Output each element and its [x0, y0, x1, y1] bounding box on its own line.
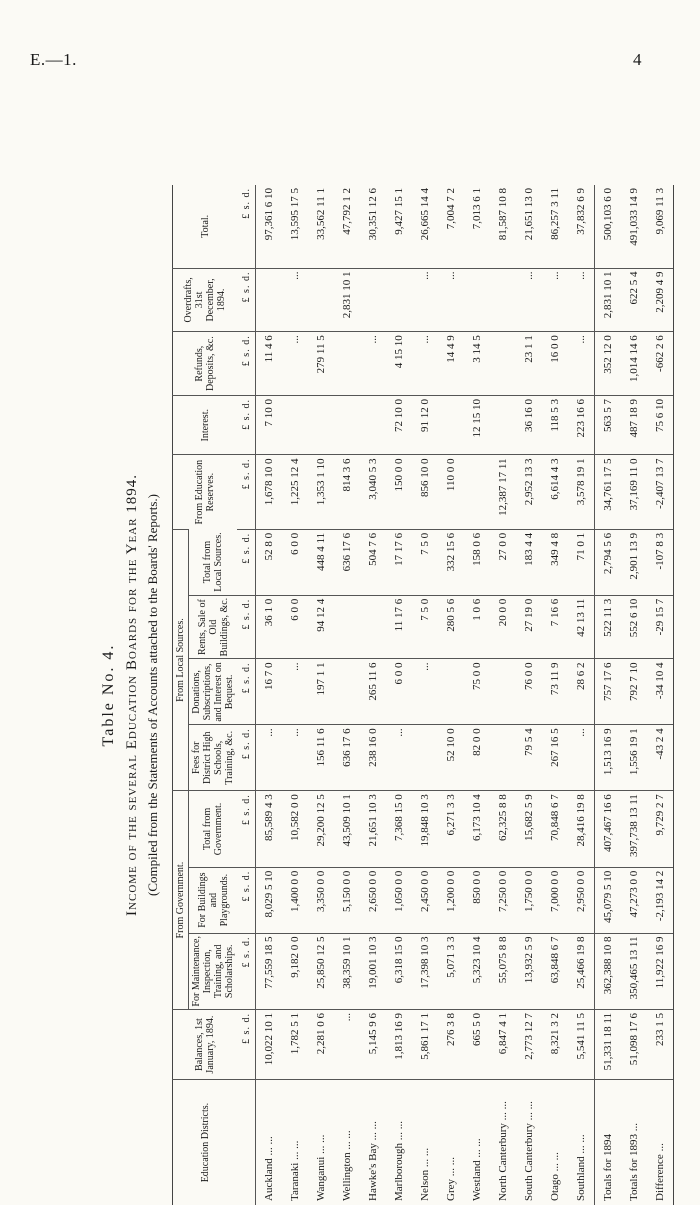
- table-cell: 6,318 15 0: [386, 933, 412, 1009]
- table-cell: 7 10 0: [256, 396, 283, 455]
- table-cell: -2,193 14 2: [647, 867, 674, 933]
- table-cell: 267 16 5: [542, 725, 568, 791]
- table-cell: [334, 595, 360, 659]
- table-body: [237, 185, 674, 1205]
- table-cell: 6 0 0: [282, 595, 308, 659]
- col-fees: Fees for District High Schools, Training, &c.: [189, 725, 238, 791]
- table-cell: [334, 659, 360, 725]
- col-maintenance: For Maintenance, Inspection, Training, and Scholarships.: [189, 933, 238, 1009]
- row-label: Wellington ... ...: [334, 1080, 360, 1205]
- table-cell: 1,014 14 6: [621, 332, 647, 396]
- row-label: Taranaki ... ...: [282, 1080, 308, 1205]
- table-row: [386, 185, 412, 1205]
- table-cell: 522 11 3: [595, 595, 622, 659]
- table-cell: 265 11 6: [360, 659, 386, 725]
- table-cell: 491,033 14 9: [628, 188, 640, 246]
- table-cell: 45,079 5 10: [595, 867, 622, 933]
- table-cell: 13,595 17 5: [289, 188, 301, 241]
- row-label: South Canterbury ... ...: [516, 1080, 542, 1205]
- table-cell: ...: [412, 659, 438, 725]
- table-cell: 94 12 4: [308, 595, 334, 659]
- table-cell: ...: [516, 268, 542, 332]
- table-cell: [334, 332, 360, 396]
- table-cell: 3,578 19 1: [568, 455, 595, 529]
- table-cell: 5,145 9 6: [360, 1010, 386, 1080]
- table-cell: 19,848 10 3: [412, 791, 438, 867]
- table-cell: [334, 396, 360, 455]
- table-cell: 37,832 6 9: [575, 188, 587, 235]
- table-cell: ...: [438, 268, 464, 332]
- row-label: Grey ... ...: [438, 1080, 464, 1205]
- table-cell: £ s. d.: [237, 529, 256, 595]
- table-cell: ...: [334, 1010, 360, 1080]
- table-cell: 448 4 11: [308, 529, 334, 595]
- row-label: [237, 1080, 256, 1205]
- table-cell: 9,427 15 1: [393, 188, 405, 235]
- table-cell: 563 5 7: [595, 396, 622, 455]
- table-cell: 223 16 6: [568, 396, 595, 455]
- table-cell: 7,368 15 0: [386, 791, 412, 867]
- table-cell: 16 0 0: [542, 332, 568, 396]
- table-cell: ...: [568, 725, 595, 791]
- table-cell: 36 1 0: [256, 595, 283, 659]
- table-cell: [490, 659, 516, 725]
- table-cell: 362,388 10 8: [595, 933, 622, 1009]
- col-total: Total.: [173, 185, 238, 268]
- table-cell: 7,000 0 0: [542, 867, 568, 933]
- table-cell: 47,273 0 0: [621, 867, 647, 933]
- table-cell: 55,075 8 8: [490, 933, 516, 1009]
- totals-row: [647, 185, 674, 1205]
- table-cell: 2,209 4 9: [647, 268, 674, 332]
- table-cell: 118 5 3: [542, 396, 568, 455]
- table-cell: -107 8 3: [647, 529, 674, 595]
- table-cell: 12 15 10: [464, 396, 490, 455]
- table-cell: [490, 396, 516, 455]
- table-cell: 52 8 0: [256, 529, 283, 595]
- table-cell: 7,250 0 0: [490, 867, 516, 933]
- table-cell: 1 0 6: [464, 595, 490, 659]
- table-cell: -662 2 6: [647, 332, 674, 396]
- col-balances: Balances, 1st January, 1894.: [173, 1010, 238, 1080]
- table-cell: 5,861 17 1: [412, 1010, 438, 1080]
- table-cell: £ s. d.: [237, 185, 256, 268]
- table-cell: 14 4 9: [438, 332, 464, 396]
- col-total-government: Total from Government.: [189, 791, 238, 867]
- table-titles: [100, 185, 161, 1205]
- table-row: [282, 185, 308, 1205]
- table-cell: ...: [568, 268, 595, 332]
- table-cell: 21,651 13 0: [523, 188, 535, 241]
- table-cell: [308, 268, 334, 332]
- table-row: [464, 185, 490, 1205]
- table-cell: 5,541 11 5: [568, 1010, 595, 1080]
- table-cell: 8,321 3 2: [542, 1010, 568, 1080]
- table-cell: [360, 396, 386, 455]
- table-cell: 6,847 4 1: [490, 1010, 516, 1080]
- table-cell: [360, 268, 386, 332]
- table-cell: 8,029 5 10: [256, 867, 283, 933]
- table-cell: [360, 595, 386, 659]
- table-cell: 28 6 2: [568, 659, 595, 725]
- table-cell: [256, 268, 283, 332]
- table-cell: ...: [568, 332, 595, 396]
- table-cell: ...: [386, 725, 412, 791]
- table-cell: £ s. d.: [237, 396, 256, 455]
- row-label: Hawke's Bay ... ...: [360, 1080, 386, 1205]
- table-cell: 110 0 0: [438, 455, 464, 529]
- table-cell: 233 1 5: [647, 1010, 674, 1080]
- table-cell: £ s. d.: [237, 933, 256, 1009]
- table-cell: 2,794 5 6: [595, 529, 622, 595]
- row-label: Marlborough ... ...: [386, 1080, 412, 1205]
- table-cell: [438, 659, 464, 725]
- col-district: Education Districts.: [173, 1080, 238, 1205]
- table-row: [438, 185, 464, 1205]
- table-cell: 349 4 8: [542, 529, 568, 595]
- table-note: (Compiled from the Statements of Accounts attached to the Boards' Reports.): [145, 494, 160, 897]
- table-cell: 6 0 0: [282, 529, 308, 595]
- table-cell: 12,387 17 11: [490, 455, 516, 529]
- col-interest: Interest.: [173, 396, 238, 455]
- table-cell: 1,782 5 1: [282, 1010, 308, 1080]
- table-cell: 407,467 16 6: [595, 791, 622, 867]
- table-cell: 29,200 12 5: [308, 791, 334, 867]
- table-row: [308, 185, 334, 1205]
- table-cell: 19,001 10 3: [360, 933, 386, 1009]
- table-cell: 2,831 10 1: [595, 268, 622, 332]
- units-row: [237, 185, 256, 1205]
- table-cell: 397,738 13 11: [621, 791, 647, 867]
- table-cell: 11,922 16 9: [647, 933, 674, 1009]
- table-cell: 27 0 0: [490, 529, 516, 595]
- table-row: [542, 185, 568, 1205]
- table-cell: [386, 268, 412, 332]
- table-cell: 636 17 6: [334, 725, 360, 791]
- table-cell: 1,225 12 4: [282, 455, 308, 529]
- table-cell: 856 10 0: [412, 455, 438, 529]
- table-cell: 25,466 19 8: [568, 933, 595, 1009]
- table-cell: 77,559 18 5: [256, 933, 283, 1009]
- table-cell: [490, 332, 516, 396]
- table-cell: 6,271 3 3: [438, 791, 464, 867]
- table-cell: £ s. d.: [237, 725, 256, 791]
- table-cell: 7 5 0: [412, 529, 438, 595]
- table-cell: ...: [360, 332, 386, 396]
- table-cell: 20 0 0: [490, 595, 516, 659]
- table-cell: 17 17 6: [386, 529, 412, 595]
- table-cell: 1,200 0 0: [438, 867, 464, 933]
- table-cell: 91 12 0: [412, 396, 438, 455]
- table-cell: [308, 396, 334, 455]
- table-cell: [464, 268, 490, 332]
- table-cell: 2,450 0 0: [412, 867, 438, 933]
- table-cell: 11 17 6: [386, 595, 412, 659]
- col-overdrafts: Overdrafts, 31st December, 1894.: [173, 268, 238, 332]
- row-label: Southland ... ...: [568, 1080, 595, 1205]
- table-row: [568, 185, 595, 1205]
- row-label: Wanganui ... ...: [308, 1080, 334, 1205]
- table-cell: 5,150 0 0: [334, 867, 360, 933]
- table-cell: 25,850 12 5: [308, 933, 334, 1009]
- table-cell: £ s. d.: [237, 791, 256, 867]
- table-cell: 6,173 10 4: [464, 791, 490, 867]
- table-cell: 350,465 13 11: [621, 933, 647, 1009]
- table-cell: 81,587 10 8: [497, 188, 509, 241]
- table-number: Table No. 4.: [100, 643, 117, 747]
- table-cell: 79 5 4: [516, 725, 542, 791]
- table-cell: £ s. d.: [237, 867, 256, 933]
- row-label: Westland ... ...: [464, 1080, 490, 1205]
- totals-row: [595, 185, 622, 1205]
- table-cell: 280 5 6: [438, 595, 464, 659]
- table-cell: 62,325 8 8: [490, 791, 516, 867]
- row-label: Otago ... ...: [542, 1080, 568, 1205]
- table-cell: 73 11 9: [542, 659, 568, 725]
- table-cell: 850 0 0: [464, 867, 490, 933]
- table-cell: 7,013 6 1: [471, 188, 483, 230]
- table-cell: 7 5 0: [412, 595, 438, 659]
- row-label: Nelson ... ...: [412, 1080, 438, 1205]
- table-cell: 1,678 10 0: [256, 455, 283, 529]
- group-government: From Government.: [173, 791, 189, 1010]
- table-cell: 23 1 1: [516, 332, 542, 396]
- income-table: [172, 185, 674, 1205]
- table-cell: 85,589 4 3: [256, 791, 283, 867]
- table-cell: 9,729 2 7: [647, 791, 674, 867]
- table-cell: 7,004 7 2: [445, 188, 457, 230]
- table-cell: 82 0 0: [464, 725, 490, 791]
- table-cell: ...: [542, 268, 568, 332]
- table-cell: ...: [282, 659, 308, 725]
- rotated-table-sheet: [100, 185, 680, 1205]
- row-label: Totals for 1893 ...: [621, 1080, 647, 1205]
- col-buildings: For Buildings and Playgrounds.: [189, 867, 238, 933]
- table-cell: 156 11 6: [308, 725, 334, 791]
- col-refunds: Refunds, Deposits, &c.: [173, 332, 238, 396]
- table-cell: 10,022 10 1: [256, 1010, 283, 1080]
- table-cell: -29 15 7: [647, 595, 674, 659]
- table-cell: 15,682 5 9: [516, 791, 542, 867]
- table-cell: 665 5 0: [464, 1010, 490, 1080]
- table-cell: £ s. d.: [237, 332, 256, 396]
- table-cell: 2,952 13 3: [516, 455, 542, 529]
- table-cell: 86,257 3 11: [549, 188, 561, 240]
- table-cell: [490, 268, 516, 332]
- table-cell: 352 12 0: [595, 332, 622, 396]
- table-cell: 238 16 0: [360, 725, 386, 791]
- table-row: [256, 185, 283, 1205]
- table-cell: [438, 396, 464, 455]
- table-cell: ...: [282, 725, 308, 791]
- table-cell: [464, 455, 490, 529]
- row-label: Auckland ... ...: [256, 1080, 283, 1205]
- table-cell: 72 10 0: [386, 396, 412, 455]
- table-cell: 9,182 0 0: [282, 933, 308, 1009]
- table-cell: 636 17 6: [334, 529, 360, 595]
- table-cell: 1,513 16 9: [595, 725, 622, 791]
- table-cell: 63,848 6 7: [542, 933, 568, 1009]
- table-cell: 3,040 5 3: [360, 455, 386, 529]
- table-cell: 5,323 10 4: [464, 933, 490, 1009]
- table-cell: -43 2 4: [647, 725, 674, 791]
- table-cell: [282, 396, 308, 455]
- table-cell: 158 0 6: [464, 529, 490, 595]
- table-cell: 9,069 11 3: [647, 185, 674, 268]
- table-row: [360, 185, 386, 1205]
- table-cell: 75 0 0: [464, 659, 490, 725]
- table-cell: 51,098 17 6: [621, 1010, 647, 1080]
- table-cell: 33,562 11 1: [315, 188, 327, 240]
- table-subtitle: Income of the several Education Boards for the Year 1894.: [124, 474, 140, 916]
- col-donations: Donations, Subscriptions, and Interest on Bequest.: [189, 659, 238, 725]
- table-row: [516, 185, 542, 1205]
- table-cell: ...: [256, 725, 283, 791]
- table-cell: 1,353 1 10: [308, 455, 334, 529]
- table-cell: 552 6 10: [621, 595, 647, 659]
- table-cell: 276 3 8: [438, 1010, 464, 1080]
- table-cell: £ s. d.: [237, 1010, 256, 1080]
- table-cell: 1,556 19 1: [621, 725, 647, 791]
- table-cell: 814 3 6: [334, 455, 360, 529]
- table-cell: 38,359 10 1: [334, 933, 360, 1009]
- table-cell: 76 0 0: [516, 659, 542, 725]
- totals-row: [621, 185, 647, 1205]
- table-cell: 75 6 10: [647, 396, 674, 455]
- table-cell: 2,901 13 9: [621, 529, 647, 595]
- table-cell: 10,582 0 0: [282, 791, 308, 867]
- table-cell: 21,651 10 3: [360, 791, 386, 867]
- table-cell: 27 19 0: [516, 595, 542, 659]
- table-cell: 2,773 12 7: [516, 1010, 542, 1080]
- table-cell: 47,792 1 2: [341, 188, 353, 235]
- table-cell: 1,050 0 0: [386, 867, 412, 933]
- header-group-row: [173, 185, 189, 1205]
- table-cell: 43,509 10 1: [334, 791, 360, 867]
- table-cell: 4 15 10: [386, 332, 412, 396]
- table-cell: 6,614 4 3: [542, 455, 568, 529]
- row-label: Difference ...: [647, 1080, 674, 1205]
- table-cell: 16 7 0: [256, 659, 283, 725]
- col-total-local: Total from Local Sources.: [202, 532, 224, 592]
- table-cell: 792 7 10: [621, 659, 647, 725]
- table-cell: 622 5 4: [621, 268, 647, 332]
- table-cell: 37,169 11 0: [621, 455, 647, 529]
- page-number: 4: [633, 50, 642, 69]
- table-cell: 1,813 16 9: [386, 1010, 412, 1080]
- table-cell: ...: [412, 332, 438, 396]
- table-cell: 13,932 5 9: [516, 933, 542, 1009]
- table-cell: 197 1 1: [308, 659, 334, 725]
- table-row: [412, 185, 438, 1205]
- table-cell: 3 14 5: [464, 332, 490, 396]
- table-cell: 52 10 0: [438, 725, 464, 791]
- table-cell: [412, 725, 438, 791]
- table-cell: 2,650 0 0: [360, 867, 386, 933]
- table-cell: 3,350 0 0: [308, 867, 334, 933]
- table-cell: 757 17 6: [595, 659, 622, 725]
- table-cell: 7 16 6: [542, 595, 568, 659]
- table-row: [490, 185, 516, 1205]
- table-cell: ...: [412, 268, 438, 332]
- row-label: North Canterbury ... ...: [490, 1080, 516, 1205]
- table-cell: 2,831 10 1: [334, 268, 360, 332]
- col-reserves: From Education Reserves.: [173, 455, 238, 529]
- table-cell: 504 7 6: [360, 529, 386, 595]
- table-cell: 42 13 11: [568, 595, 595, 659]
- row-label: Totals for 1894: [595, 1080, 622, 1205]
- table-cell: 11 4 6: [256, 332, 283, 396]
- table-cell: [490, 725, 516, 791]
- table-cell: 6 0 0: [386, 659, 412, 725]
- table-cell: ...: [282, 268, 308, 332]
- table-cell: 332 15 6: [438, 529, 464, 595]
- table-cell: 487 18 9: [621, 396, 647, 455]
- table-cell: £ s. d.: [237, 659, 256, 725]
- document-reference: E.—1.: [30, 50, 77, 69]
- table-cell: 71 0 1: [568, 529, 595, 595]
- table-cell: 34,761 17 5: [595, 455, 622, 529]
- table-cell: 1,750 0 0: [516, 867, 542, 933]
- table-cell: 5,071 3 3: [438, 933, 464, 1009]
- table-cell: 26,665 14 4: [419, 188, 431, 241]
- table-cell: 2,281 0 6: [308, 1010, 334, 1080]
- group-local: From Local Sources.: [173, 529, 189, 790]
- table-cell: 17,398 10 3: [412, 933, 438, 1009]
- table-cell: 1,400 0 0: [282, 867, 308, 933]
- table-cell: 28,416 19 8: [568, 791, 595, 867]
- table-cell: 97,361 6 10: [263, 188, 275, 241]
- table-cell: 2,950 0 0: [568, 867, 595, 933]
- table-cell: 150 0 0: [386, 455, 412, 529]
- table-cell: £ s. d.: [237, 455, 256, 529]
- table-cell: 30,351 12 6: [367, 188, 379, 241]
- table-cell: -2,407 13 7: [647, 455, 674, 529]
- table-cell: 500,103 6 0: [595, 185, 622, 268]
- table-cell: 70,848 6 7: [542, 791, 568, 867]
- table-cell: £ s. d.: [237, 595, 256, 659]
- table-row: [334, 185, 360, 1205]
- table-cell: -34 10 4: [647, 659, 674, 725]
- table-cell: 36 16 0: [516, 396, 542, 455]
- table-cell: ...: [282, 332, 308, 396]
- table-cell: 183 4 4: [516, 529, 542, 595]
- table-cell: £ s. d.: [237, 268, 256, 332]
- table-cell: 51,331 18 11: [595, 1010, 622, 1080]
- table-cell: 279 11 5: [308, 332, 334, 396]
- col-rents: Rents, Sale of Old Buildings, &c.: [189, 595, 238, 659]
